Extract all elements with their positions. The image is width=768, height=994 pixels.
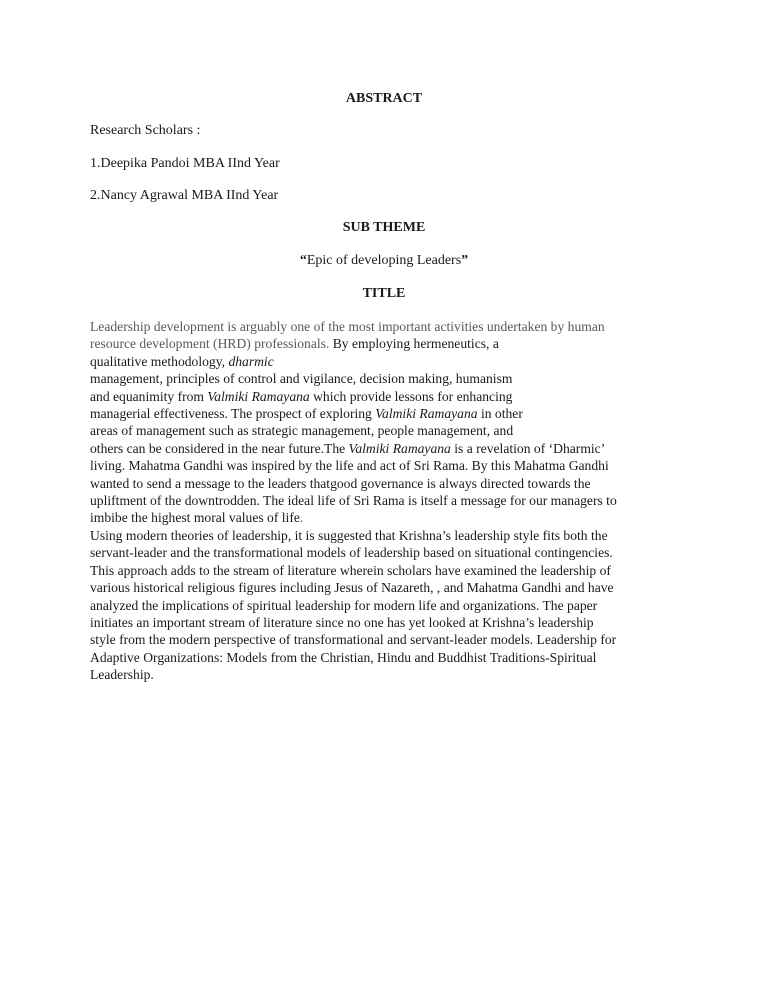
paragraph-line: Using modern theories of leadership, it is suggested that Krishna’s leadership style fits both the — [90, 527, 608, 543]
paragraph-line: wanted to send a message to the leaders thatgood governance is always directed towards the — [90, 475, 591, 491]
abstract-heading: ABSTRACT — [345, 91, 423, 106]
paragraph-line: qualitative methodology, dharmic — [90, 353, 274, 369]
paragraph-line: analyzed the implications of spiritual leadership for modern life and organizations. The paper — [90, 597, 598, 613]
paragraph-line: management, principles of control and vigilance, decision making, humanism — [90, 371, 513, 387]
sub-theme-text: Epic of developing Leaders — [306, 253, 462, 268]
paragraph-line: and equanimity from Valmiki Ramayana which provide lessons for enhancing — [90, 388, 513, 404]
title-heading: TITLE — [362, 286, 406, 301]
paragraph-line: This approach adds to the stream of literature wherein scholars have examined the leadership of — [90, 562, 611, 578]
paragraph-line: resource development (HRD) professionals. By employing hermeneutics, a — [90, 336, 499, 352]
paragraph-line: managerial effectiveness. The prospect of exploring Valmiki Ramayana in other — [90, 406, 523, 422]
paragraph-line: areas of management such as strategic management, people management, and — [90, 423, 514, 439]
abstract-paragraph-1 — [90, 318, 690, 684]
scholar-1: 1.Deepika Pandoi MBA IInd Year — [90, 156, 280, 171]
paragraph-line: upliftment of the downtrodden. The ideal life of Sri Rama is itself a message for our managers to — [90, 493, 617, 509]
paragraph-line: Leadership. — [90, 667, 154, 683]
scholar-2: 2.Nancy Agrawal MBA IInd Year — [90, 188, 279, 203]
close-quote: ” — [461, 253, 469, 268]
paragraph-line: Adaptive Organizations: Models from the Christian, Hindu and Buddhist Traditions-Spiritual — [90, 649, 597, 665]
paragraph-line: living. Mahatma Gandhi was inspired by the life and act of Sri Rama. By this Mahatma Gandhi — [90, 458, 609, 474]
paragraph-line: style from the modern perspective of transformational and servant-leader models. Leadership for — [90, 632, 617, 648]
paragraph-line: initiates an important stream of literature since no one has yet looked at Krishna’s leadership — [90, 614, 594, 630]
paragraph-line: imbibe the highest moral values of life. — [90, 510, 304, 526]
sub-theme-quote — [0, 253, 768, 269]
sub-theme-heading: SUB THEME — [342, 220, 426, 235]
paragraph-line: Leadership development is arguably one of the most important activities undertaken by human — [90, 319, 605, 334]
research-scholars-label: Research Scholars : — [90, 123, 201, 138]
paragraph-line: servant-leader and the transformational models of leadership based on situational contingencies. — [90, 545, 613, 561]
paragraph-line: various historical religious figures including Jesus of Nazareth, , and Mahatma Gandhi and have — [90, 580, 614, 596]
paragraph-line: others can be considered in the near future.The Valmiki Ramayana is a revelation of ‘Dharmic’ — [90, 440, 606, 456]
open-quote: “ — [299, 253, 307, 268]
